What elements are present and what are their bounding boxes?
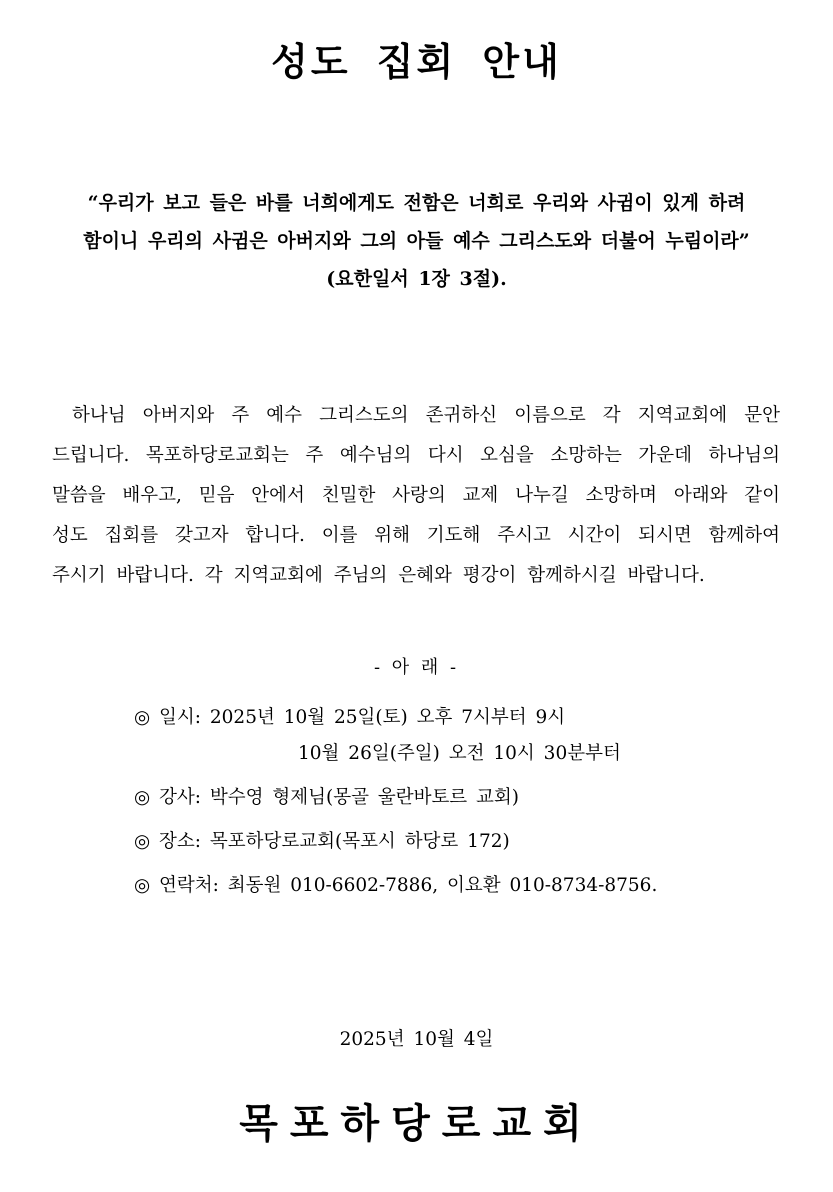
speaker-line: ◎ 강사: 박수영 형제님(몽골 울란바토르 교회)	[134, 787, 520, 808]
bible-verse	[40, 184, 793, 298]
verse-reference: (요한일서 1장 3절).	[326, 268, 507, 290]
schedule-line-1: ◎ 일시: 2025년 10월 25일(토) 오후 7시부터 9시	[134, 707, 566, 728]
greeting-line: 성도 집회를 갖고자 합니다. 이를 위해 기도해 주시고 시간이 되시면 함께하여	[52, 525, 780, 546]
page-title: 성도 집회 안내	[271, 40, 562, 84]
below-heading: - 아 래 -	[373, 657, 460, 678]
schedule-line-2: 10월 26일(주일) 오전 10시 30분부터	[298, 743, 621, 764]
greeting-line: 하나님 아버지와 주 예수 그리스도의 존귀하신 이름으로 각 지역교회에 문안	[72, 405, 780, 426]
greeting-line: 주시기 바랍니다. 각 지역교회에 주님의 은혜와 평강이 함께하시길 바랍니다.	[52, 565, 705, 586]
event-details	[134, 704, 657, 900]
greeting-paragraph	[52, 396, 780, 596]
contact-line: ◎ 연락처: 최동원 010-6602-7886, 이요환 010-8734-8756.	[134, 875, 658, 896]
greeting-line: 말씀을 배우고, 믿음 안에서 친밀한 사랑의 교제 나누길 소망하며 아래와 같이	[52, 485, 780, 506]
document-date: 2025년 10월 4일	[339, 1029, 494, 1050]
greeting-line: 드립니다. 목포하당로교회는 주 예수님의 다시 오심을 소망하는 가운데 하나님의	[52, 445, 780, 466]
venue-line: ◎ 장소: 목포하당로교회(목포시 하당로 172)	[134, 831, 510, 852]
church-name: 목포하당로교회	[239, 1101, 594, 1147]
verse-line-1: “우리가 보고 들은 바를 너희에게도 전함은 너희로 우리와 사귐이 있게 하려	[87, 192, 746, 214]
verse-line-2: 함이니 우리의 사귐은 아버지와 그의 아들 예수 그리스도와 더불어 누림이라”	[83, 230, 750, 252]
